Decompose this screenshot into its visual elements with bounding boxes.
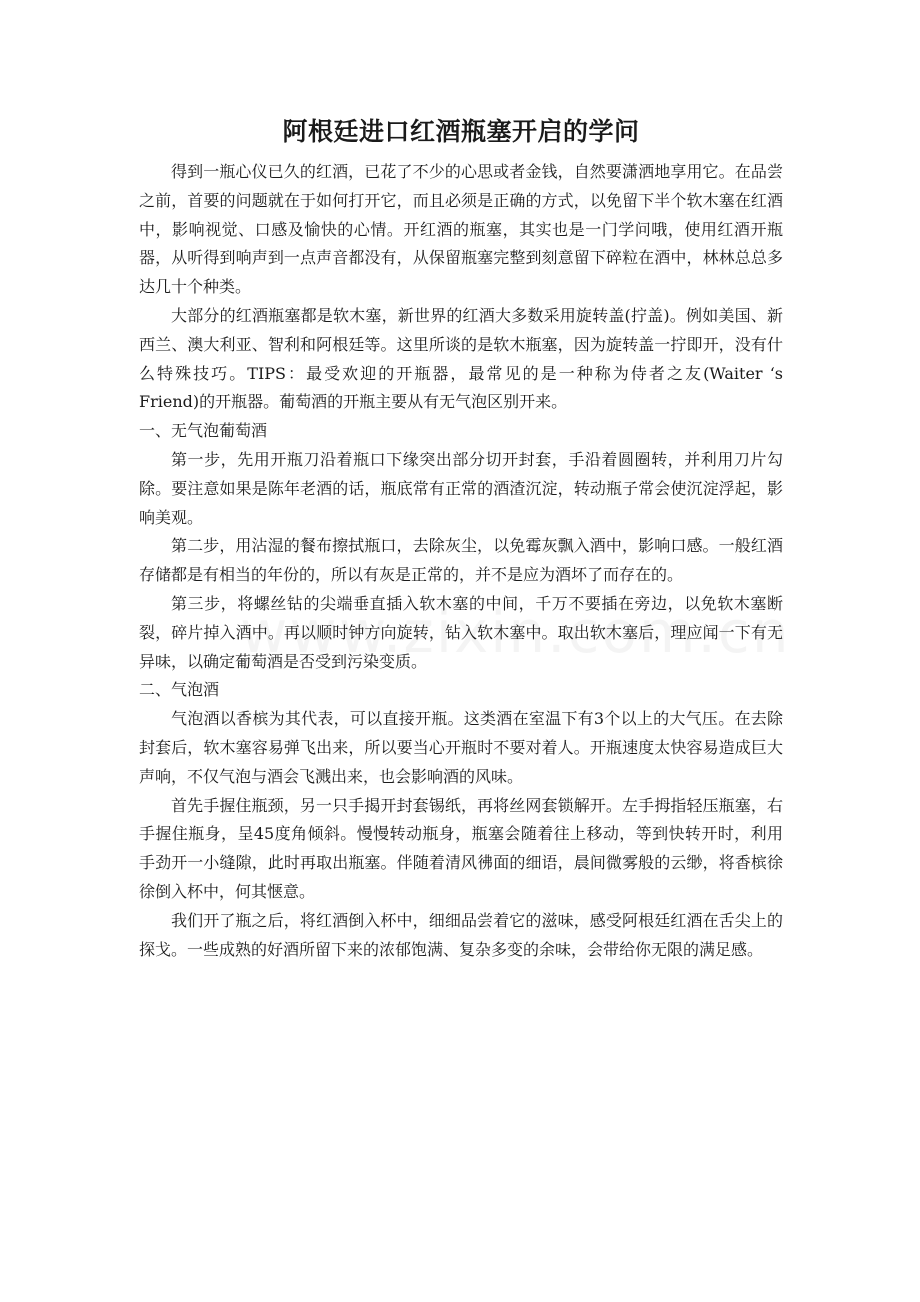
paragraph-cork-types: 大部分的红酒瓶塞都是软木塞，新世界的红酒大多数采用旋转盖(拧盖)。例如美国、新西兰、澳大利亚、智利和阿根廷等。这里所谈的是软木瓶塞，因为旋转盖一拧即开，没有什么特殊技巧。TIPS：最受欢迎的开瓶器，最常见的是一种称为侍者之友(Waiter ‘s Friend)的开瓶器。葡萄酒的开瓶主要从有无气泡区别开来。 (139, 305, 783, 412)
paragraph-intro: 得到一瓶心仪已久的红酒，已花了不少的心思或者金钱，自然要潇洒地享用它。在品尝之前，首要的问题就在于如何打开它，而且必须是正确的方式，以免留下半个软木塞在红酒中，影响视觉、口感及愉快的心情。开红酒的瓶塞，其实也是一门学问哦，使用红酒开瓶器，从听得到响声到一点声音都没有，从保留瓶塞完整到刻意留下碎粒在酒中，林林总总多达几十个种类。 (139, 162, 783, 297)
document-page (139, 112, 783, 964)
paragraph-sparkling-steps: 首先手握住瓶颈，另一只手揭开封套锡纸，再将丝网套锁解开。左手拇指轻压瓶塞，右手握住瓶身，呈45度角倾斜。慢慢转动瓶身，瓶塞会随着往上移动，等到快转开时，利用手劲开一小缝隙，此时再取出瓶塞。伴随着清风彿面的细语，晨间微雾般的云缈，将香槟徐徐倒入杯中，何其惬意。 (139, 795, 783, 901)
paragraph-step-one: 第一步，先用开瓶刀沿着瓶口下缘突出部分切开封套，手沿着圆圈转，并利用刀片勾除。要注意如果是陈年老酒的话，瓶底常有正常的酒渣沉淀，转动瓶子常会使沉淀浮起，影响美观。 (139, 449, 783, 527)
document-title: 阿根廷进口红酒瓶塞开启的学问 (282, 117, 640, 146)
paragraph-sparkling-intro: 气泡酒以香槟为其代表，可以直接开瓶。这类酒在室温下有3个以上的大气压。在去除封套后，软木塞容易弹飞出来，所以要当心开瓶时不要对着人。开瓶速度太快容易造成巨大声响，不仅气泡与酒会飞溅出来，也会影响酒的风味。 (139, 709, 783, 786)
paragraph-step-three: 第三步，将螺丝钻的尖端垂直插入软木塞的中间，千万不要插在旁边，以免软木塞断裂，碎片掉入酒中。再以顺时钟方向旋转，钻入软木塞中。取出软木塞后，理应闻一下有无异味，以确定葡萄酒是否受到污染变质。 (139, 593, 783, 671)
paragraph-conclusion: 我们开了瓶之后，将红酒倒入杯中，细细品尝着它的滋味，感受阿根廷红酒在舌尖上的探戈。一些成熟的好酒所留下来的浓郁饱满、复杂多变的余味，会带给你无限的满足感。 (139, 910, 783, 959)
paragraph-step-two: 第二步，用沾湿的餐布擦拭瓶口，去除灰尘，以免霉灰飘入酒中，影响口感。一般红酒存储都是有相当的年份的，所以有灰是正常的，并不是应为酒坏了而存在的。 (139, 536, 783, 585)
section-heading-still-wine: 一、无气泡葡萄酒 (139, 421, 268, 441)
section-heading-sparkling-wine: 二、气泡酒 (139, 680, 220, 700)
